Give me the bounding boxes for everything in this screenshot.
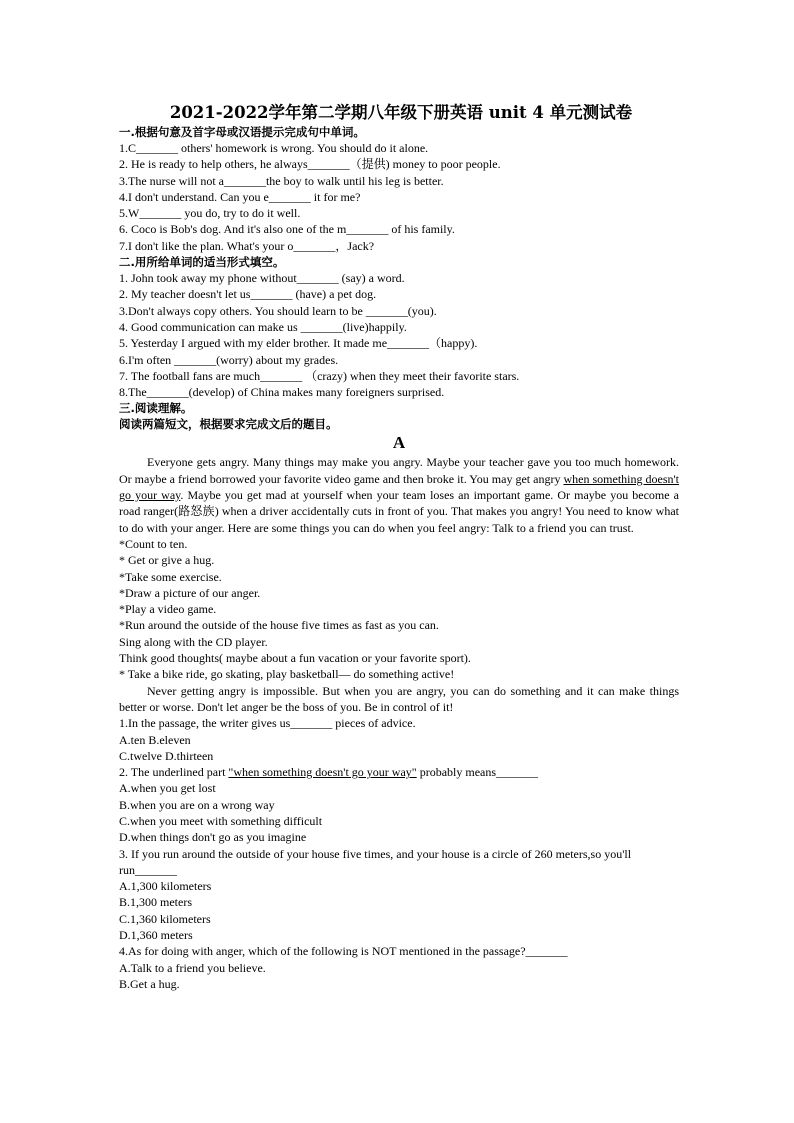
passage-paragraph: [119, 454, 679, 535]
underlined-phrase: "when something doesn't go your way": [228, 765, 417, 780]
passage-label: A: [392, 433, 406, 453]
question-option: C.1,360 kilometers: [119, 911, 211, 926]
question-option: A.ten B.eleven: [119, 732, 191, 747]
question-option: D.when things don't go as you imagine: [119, 830, 307, 845]
part2-item: 7. The football fans are much_______ （crazy) when they meet their favorite stars.: [119, 368, 520, 383]
part2-item: 5. Yesterday I argued with my elder brother. It made me_______（happy).: [119, 336, 478, 351]
question-1: [119, 715, 679, 764]
part2-item: 2. My teacher doesn't let us_______ (have) a pet dog.: [119, 287, 377, 302]
tip-item: Sing along with the CD player.: [119, 634, 268, 649]
part2-item: 6.I'm often _______(worry) about my grades.: [119, 352, 339, 367]
passage-text: . Maybe you get mad at yourself when your team loses an important game. Or maybe you become a road ranger(路怒族) when a driver accidentally cuts in front of you. That makes you angry! You need to know what to do with your anger. Here are some things you can do when you feel angry: Talk to a friend you can trust.: [119, 488, 679, 535]
part2-heading: 二.用所给单词的适当形式填空。: [119, 255, 285, 270]
part1-item: 2. He is ready to help others, he always_______（提供) money to poor people.: [119, 157, 501, 172]
part2-item: 1. John took away my phone without_______ (say) a word.: [119, 271, 405, 286]
question-option: B.1,300 meters: [119, 895, 192, 910]
passage-text: Everyone gets angry. Many things may make you angry. Maybe your teacher gave you too much homework. Or maybe a friend borrowed your favorite video game and then broke it. You may get angry: [119, 455, 679, 486]
page-title: 2021-2022学年第二学期八年级下册英语 unit 4 单元测试卷: [169, 103, 633, 122]
part1-item: 3.The nurse will not a_______the boy to walk until his leg is better.: [119, 173, 444, 188]
question-option: C.twelve D.thirteen: [119, 748, 214, 763]
part2-item: 3.Don't always copy others. You should learn to be _______(you).: [119, 303, 437, 318]
tip-item: * Take a bike ride, go skating, play basketball— do something active!: [119, 667, 455, 682]
tip-item: Think good thoughts( maybe about a fun vacation or your favorite sport).: [119, 651, 471, 666]
question-stem: 1.In the passage, the writer gives us_______ pieces of advice.: [119, 716, 416, 731]
question-3: [119, 846, 679, 944]
question-stem: 3. If you run around the outside of your house five times, and your house is a circle of 260 meters,so you'll run_______: [119, 846, 632, 877]
question-option: C.when you meet with something difficult: [119, 813, 323, 828]
stem-text: probably means_______: [416, 765, 539, 780]
exam-page: [119, 102, 679, 992]
stem-text: 2. The underlined part: [119, 765, 229, 780]
tip-item: *Run around the outside of the house five times as fast as you can.: [119, 618, 439, 633]
part1-heading: 一.根据句意及首字母或汉语提示完成句中单词。: [119, 125, 365, 139]
question-2: [119, 764, 679, 845]
part1-item: 1.C_______ others' homework is wrong. You should do it alone.: [119, 141, 429, 155]
tip-item: *Count to ten.: [119, 536, 188, 551]
tip-item: *Take some exercise.: [119, 569, 222, 584]
question-stem: 4.As for doing with anger, which of the following is NOT mentioned in the passage?_______: [119, 944, 568, 959]
underlined-phrase: when something doesn't go your way: [119, 471, 679, 503]
question-option: B.Get a hug.: [119, 976, 180, 991]
tip-item: * Get or give a hug.: [119, 553, 215, 568]
passage-paragraph: Never getting angry is impossible. But when you are angry, you can do something and it can make things better or worse. Don't let anger be the boss of you. Be in control of it!: [119, 683, 679, 714]
part1-item: 7.I don't like the plan. What's your o_______，Jack?: [119, 238, 375, 253]
tips-list: [119, 536, 679, 683]
part2-list: [119, 270, 679, 400]
question-option: A.when you get lost: [119, 781, 216, 796]
part3-instruction: 阅读两篇短文，根据要求完成文后的题目。: [119, 417, 338, 432]
question-option: A.1,300 kilometers: [119, 879, 212, 894]
question-option: A.Talk to a friend you believe.: [119, 960, 266, 975]
part3-heading: 三.阅读理解。: [119, 401, 193, 416]
question-option: B.when you are on a wrong way: [119, 797, 275, 812]
part1-item: 5.W_______ you do, try to do it well.: [119, 206, 301, 221]
tip-item: *Play a video game.: [119, 602, 217, 617]
part1-list: [119, 140, 679, 254]
question-stem: [119, 764, 679, 780]
question-option: D.1,360 meters: [119, 928, 193, 943]
part2-item: 4. Good communication can make us _______(live)happily.: [119, 319, 407, 334]
tip-item: *Draw a picture of our anger.: [119, 585, 261, 600]
part1-item: 6. Coco is Bob's dog. And it's also one of the m_______ of his family.: [119, 222, 455, 237]
part1-item: 4.I don't understand. Can you e_______ it for me?: [119, 189, 361, 204]
question-4: [119, 943, 679, 992]
part2-item: 8.The_______(develop) of China makes many foreigners surprised.: [119, 385, 445, 400]
